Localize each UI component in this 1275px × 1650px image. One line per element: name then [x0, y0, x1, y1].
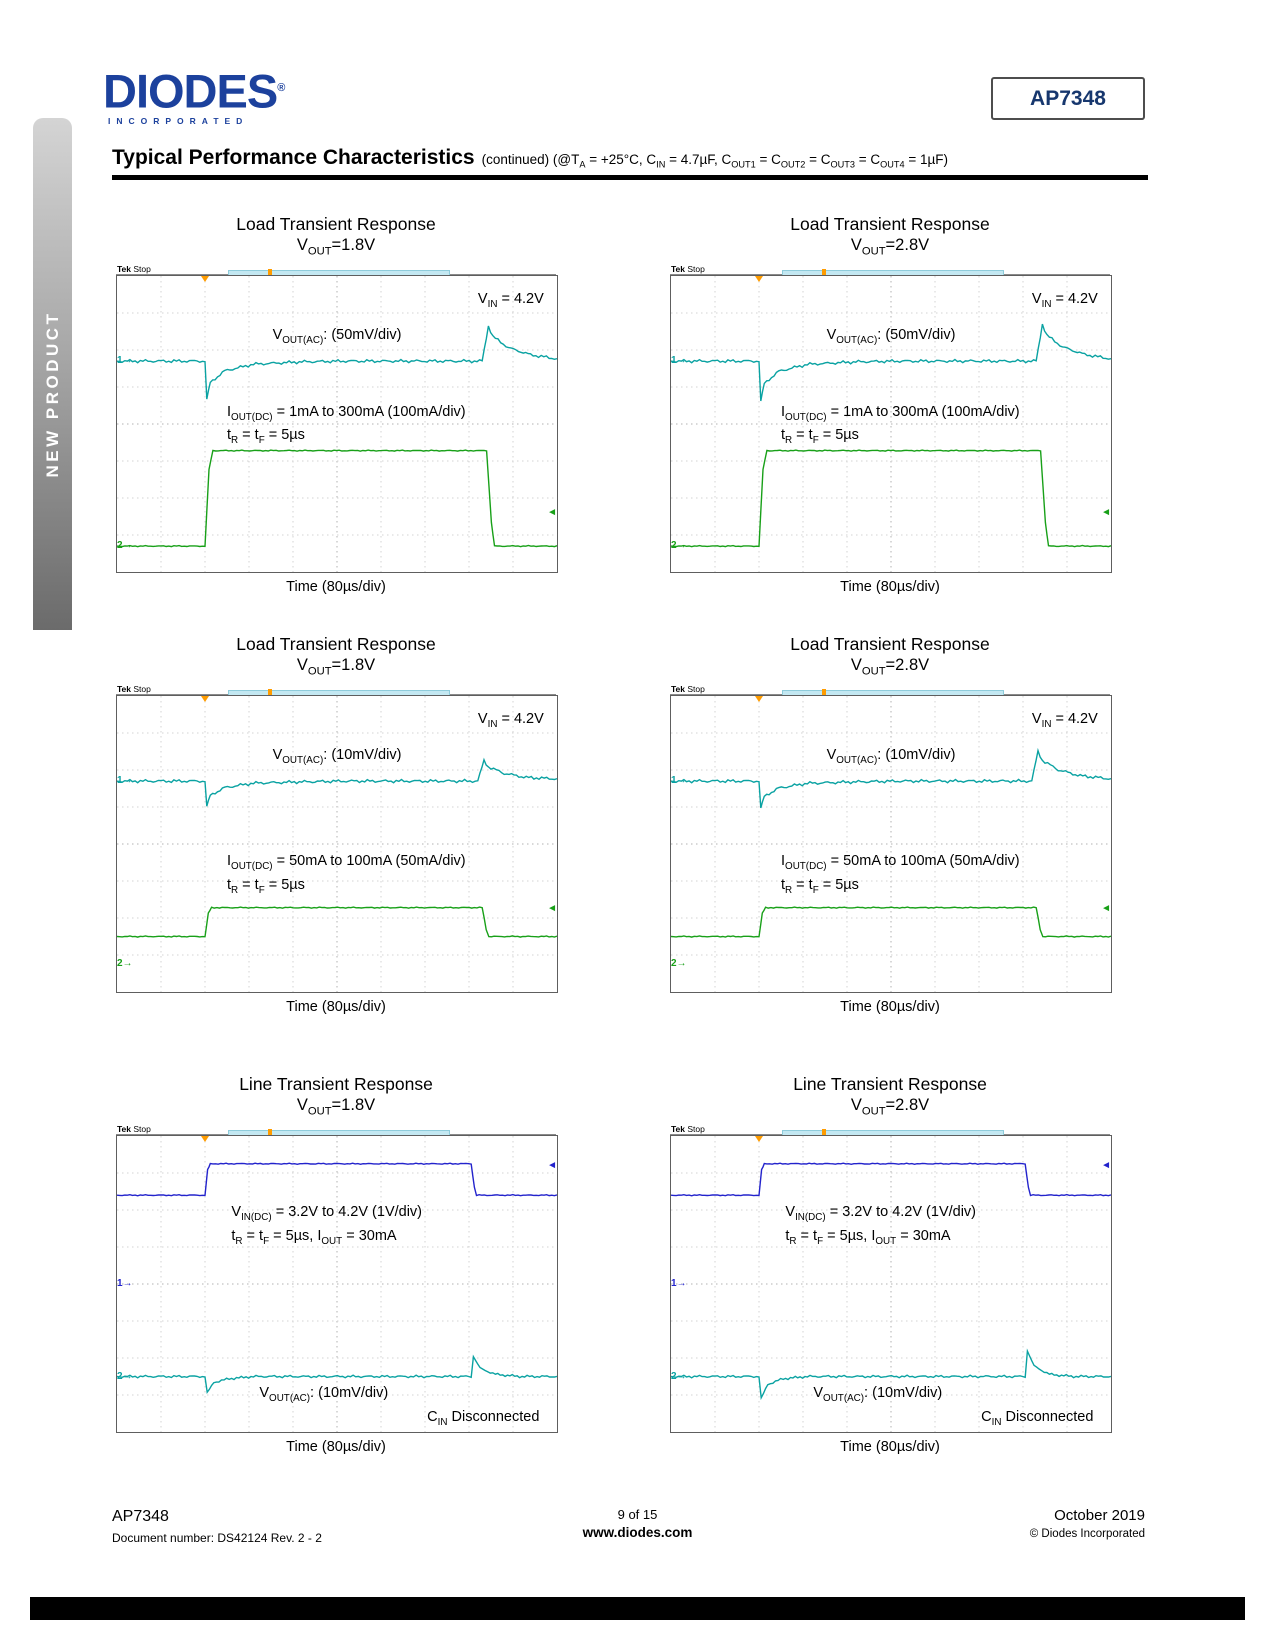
- x-axis-label: Time (80µs/div): [286, 999, 386, 1016]
- scope-screenshot: [670, 682, 1110, 993]
- annotation: $t_R = t_F = 5\mu s$: [227, 876, 305, 896]
- annotation: $V_{OUT(AC)}$: (10mV/div): [813, 1384, 943, 1404]
- section-conditions: (continued) ($@T_A = +25^\circ C$, $C_{IN} = 4.7\mu F$, $C_{OUT1} = C_{OUT2} = C_{OUT3} = C_{OUT4} = 1\mu F$): [481, 152, 949, 170]
- logo-word: DIODES: [103, 64, 278, 118]
- tek-stop-label: Tek Stop: [117, 684, 151, 695]
- logo-incorporated: INCORPORATED: [108, 115, 249, 126]
- x-axis-label: Time (80µs/div): [840, 1439, 940, 1456]
- tek-stop-label: Tek Stop: [671, 264, 705, 275]
- scope-plot: [670, 695, 1112, 993]
- part-number: AP7348: [1030, 86, 1106, 110]
- tek-stop-label: Tek Stop: [671, 1124, 705, 1135]
- x-axis-label: Time (80µs/div): [286, 1439, 386, 1456]
- annotation: $V_{OUT(AC)}$: (50mV/div): [826, 326, 956, 346]
- scope-header: [116, 262, 556, 275]
- chart-title: Line Transient Response: [793, 1074, 987, 1094]
- annotation: $V_{IN} = 4.2V$: [1031, 291, 1098, 310]
- annotation: $V_{IN} = 4.2V$: [477, 291, 544, 310]
- scope-plot: [670, 1135, 1112, 1433]
- scope-plot: [116, 1135, 558, 1433]
- scope-screenshot: [670, 1122, 1110, 1433]
- annotation: $t_R = t_F = 5\mu s$: [227, 427, 305, 447]
- channel-2-marker-icon: 2→: [117, 958, 133, 970]
- channel-1-marker-icon: 1→: [117, 355, 133, 367]
- chart-subtitle: $V_{OUT}=1.8V$: [296, 1096, 376, 1118]
- chart-title: Line Transient Response: [239, 1074, 433, 1094]
- chart-block-6: [657, 1074, 1112, 1455]
- scope-header: [116, 682, 556, 695]
- waveform-trace: [117, 1160, 557, 1196]
- chart-title: Load Transient Response: [236, 214, 436, 234]
- channel-2-marker-icon: 2→: [671, 540, 687, 552]
- chart-block-3: [103, 634, 558, 1015]
- tek-stop-label: Tek Stop: [117, 1124, 151, 1135]
- channel-1-marker-icon: 1→: [117, 775, 133, 787]
- scope-header: [116, 1122, 556, 1135]
- footer-document-number: Document number: DS42124 Rev. 2 - 2: [112, 1531, 322, 1545]
- channel-2-marker-icon: 2→: [671, 958, 687, 970]
- scope-screenshot: [116, 1122, 556, 1433]
- chart-subtitle: $V_{OUT}=2.8V$: [850, 1096, 930, 1118]
- scope-graticule: [117, 696, 557, 992]
- chart-block-5: [103, 1074, 558, 1455]
- channel-1-marker-icon: 1→: [117, 1278, 133, 1290]
- header-rule: [112, 175, 1148, 180]
- channel-1-marker-icon: 1→: [671, 355, 687, 367]
- footer-right: [1030, 1507, 1145, 1540]
- chart-title: Load Transient Response: [790, 634, 990, 654]
- annotation: $t_R = t_F = 5\mu s$, $I_{OUT} = 30mA$: [231, 1228, 397, 1247]
- annotation: $V_{IN(DC)} = 3.2V$ to 4.2V (1V/div): [231, 1204, 423, 1224]
- tek-stop-label: Tek Stop: [671, 684, 705, 695]
- footer-website: www.diodes.com: [582, 1525, 693, 1540]
- footer-center: [583, 1507, 693, 1540]
- trigger-level-arrow-icon: ◄: [1101, 903, 1111, 915]
- annotation: $t_R = t_F = 5\mu s$: [781, 876, 859, 896]
- diodes-logo: [103, 66, 285, 126]
- annotation: $t_R = t_F = 5\mu s$, $I_{OUT} = 30mA$: [785, 1228, 951, 1247]
- scope-header: [670, 1122, 1110, 1135]
- scope-screenshot: [670, 262, 1110, 573]
- scope-plot: [116, 275, 558, 573]
- chart-block-2: [657, 214, 1112, 595]
- chart-subtitle: $V_{OUT}=2.8V$: [850, 656, 930, 678]
- channel-2-marker-icon: 2→: [117, 1371, 133, 1383]
- chart-title: Load Transient Response: [236, 634, 436, 654]
- trigger-position-marker-icon: [755, 276, 763, 282]
- footer-part-number: AP7348: [112, 1508, 169, 1525]
- footer-copyright: © Diodes Incorporated: [1029, 1528, 1145, 1540]
- x-axis-label: Time (80µs/div): [840, 999, 940, 1016]
- footer-date: October 2019: [1054, 1507, 1145, 1524]
- trigger-position-marker-icon: [755, 1136, 763, 1142]
- new-product-sidebar: [33, 118, 72, 630]
- tek-stop-label: Tek Stop: [117, 264, 151, 275]
- registered-mark-icon: ®: [277, 82, 286, 94]
- trigger-level-arrow-icon: ◄: [547, 1160, 557, 1172]
- annotation: $C_{IN}$ Disconnected: [427, 1408, 540, 1428]
- annotation: $V_{IN} = 4.2V$: [1031, 711, 1098, 730]
- annotation: $t_R = t_F = 5\mu s$: [781, 427, 859, 447]
- trigger-position-marker-icon: [201, 1136, 209, 1142]
- footer-page-number: 9 of 15: [617, 1507, 658, 1522]
- annotation: $C_{IN}$ Disconnected: [981, 1408, 1094, 1428]
- scope-screenshot: [116, 682, 556, 993]
- chart-subtitle: $V_{OUT}=1.8V$: [296, 656, 376, 678]
- trigger-level-arrow-icon: ◄: [547, 507, 557, 519]
- footer-left: [112, 1508, 322, 1545]
- channel-2-marker-icon: 2→: [671, 1371, 687, 1383]
- trigger-level-arrow-icon: ◄: [547, 903, 557, 915]
- annotation: $V_{OUT(AC)}$: (10mV/div): [826, 746, 956, 766]
- annotation: $V_{OUT(AC)}$: (10mV/div): [272, 746, 402, 766]
- scope-screenshot: [116, 262, 556, 573]
- section-title: Typical Performance Characteristics: [112, 146, 475, 169]
- chart-title: Load Transient Response: [790, 214, 990, 234]
- scope-plot: [116, 695, 558, 993]
- part-number-box: [991, 77, 1145, 120]
- annotation: $I_{OUT(DC)} = 50mA$ to 100mA (50mA/div): [781, 853, 1020, 873]
- channel-1-marker-icon: 1→: [671, 775, 687, 787]
- scope-plot: [670, 275, 1112, 573]
- chart-subtitle: $V_{OUT}=1.8V$: [296, 236, 376, 258]
- chart-block-4: [657, 634, 1112, 1015]
- channel-1-marker-icon: 1→: [671, 1278, 687, 1290]
- trigger-level-arrow-icon: ◄: [1101, 507, 1111, 519]
- annotation: $I_{OUT(DC)} = 1mA$ to 300mA (100mA/div): [227, 403, 466, 423]
- scope-header: [670, 682, 1110, 695]
- scope-graticule: [671, 696, 1111, 992]
- new-product-label: NEW PRODUCT: [42, 310, 62, 478]
- x-axis-label: Time (80µs/div): [286, 579, 386, 596]
- bottom-bar: [30, 1597, 1245, 1620]
- annotation: $I_{OUT(DC)} = 50mA$ to 100mA (50mA/div): [227, 853, 466, 873]
- section-header: [112, 146, 1148, 180]
- trigger-position-marker-icon: [755, 696, 763, 702]
- annotation: $V_{IN(DC)} = 3.2V$ to 4.2V (1V/div): [785, 1204, 977, 1224]
- trigger-level-arrow-icon: ◄: [1101, 1160, 1111, 1172]
- annotation: $V_{OUT(AC)}$: (10mV/div): [259, 1384, 389, 1404]
- trigger-position-marker-icon: [201, 276, 209, 282]
- chart-block-1: [103, 214, 558, 595]
- chart-subtitle: $V_{OUT}=2.8V$: [850, 236, 930, 258]
- annotation: $V_{IN} = 4.2V$: [477, 711, 544, 730]
- channel-2-marker-icon: 2→: [117, 540, 133, 552]
- scope-header: [670, 262, 1110, 275]
- annotation: $I_{OUT(DC)} = 1mA$ to 300mA (100mA/div): [781, 403, 1020, 423]
- x-axis-label: Time (80µs/div): [840, 579, 940, 596]
- annotation: $V_{OUT(AC)}$: (50mV/div): [272, 326, 402, 346]
- waveform-trace: [671, 1160, 1111, 1196]
- trigger-position-marker-icon: [201, 696, 209, 702]
